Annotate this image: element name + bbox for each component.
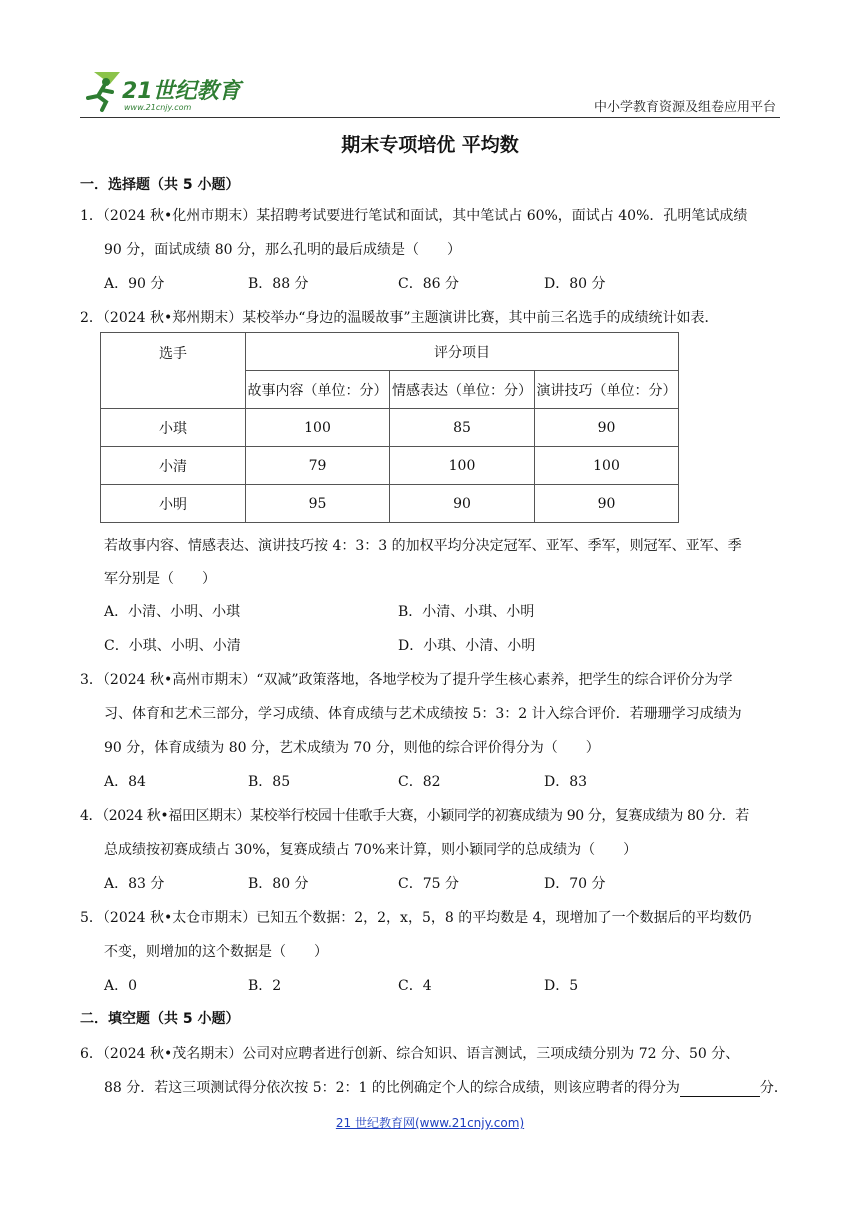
q6-line1: 6．（2024 秋•茂名期末）公司对应聘者进行创新、综合知识、语言测试，三项成绩分别为 72 分、50 分、 <box>80 1046 740 1062</box>
q1-line1: 1．（2024 秋•化州市期末）某招聘考试要进行笔试和面试，其中笔试占 60%，面试占 40%．孔明笔试成绩 <box>80 208 748 224</box>
q4-option-a: A．83 分 <box>104 876 165 892</box>
header-scoring-items: 评分项目 <box>246 333 679 371</box>
q5-option-c: C．4 <box>398 978 432 994</box>
table-row <box>101 447 679 485</box>
table-row <box>101 485 679 523</box>
q6-line2-text: 88 分．若这三项测试得分依次按 5：2：1 的比例确定个人的综合成绩，则该应聘者的得分为 <box>104 1080 680 1096</box>
section-heading-choice: 一．选择题（共 5 小题） <box>80 177 240 193</box>
q5-option-b: B．2 <box>248 978 282 994</box>
q2-option-b: B．小清、小琪、小明 <box>398 604 535 620</box>
score-cell: 90 <box>535 409 679 447</box>
svg-text:21世纪教育: 21世纪教育 <box>122 79 241 104</box>
q3-option-d: D．83 <box>544 774 588 790</box>
site-logo <box>80 68 250 114</box>
score-cell: 100 <box>246 409 390 447</box>
platform-name: 中小学教育资源及组卷应用平台 <box>593 100 776 115</box>
q1-option-c: C．86 分 <box>398 276 459 292</box>
player-name: 小清 <box>101 447 246 485</box>
footer-link[interactable]: 21 世纪教育网(www.21cnjy.com) <box>335 1116 525 1130</box>
runner-logo-icon <box>80 68 250 114</box>
q3-option-c: C．82 <box>398 774 441 790</box>
score-table <box>100 332 679 523</box>
svg-text:www.21cnjy.com: www.21cnjy.com <box>124 103 192 112</box>
header-story-content: 故事内容（单位：分） <box>246 371 390 409</box>
q6-line2 <box>104 1077 788 1097</box>
q6-line2-unit: 分． <box>759 1080 788 1096</box>
q5-line2: 不变，则增加的这个数据是（ ） <box>104 944 328 960</box>
q2-line1: 2．（2024 秋•郑州期末）某校举办“身边的温暖故事”主题演讲比赛，其中前三名选手的成绩统计如表． <box>80 310 719 326</box>
q1-option-a: A．90 分 <box>104 276 165 292</box>
answer-blank[interactable] <box>680 1082 760 1097</box>
q4-option-d: D．70 分 <box>544 876 606 892</box>
q2-line2: 若故事内容、情感表达、演讲技巧按 4：3：3 的加权平均分决定冠军、亚军、季军，则冠军、亚军、季 <box>104 538 742 554</box>
score-cell: 95 <box>246 485 390 523</box>
q4-line2: 总成绩按初赛成绩占 30%，复赛成绩占 70%来计算，则小颖同学的总成绩为（ ） <box>104 842 638 858</box>
page-title: 期末专项培优 平均数 <box>341 134 519 156</box>
section-heading-fill: 二．填空题（共 5 小题） <box>80 1011 240 1027</box>
header-player: 选手 <box>101 333 246 409</box>
q5-line1: 5．（2024 秋•太仓市期末）已知五个数据：2，2，x，5，8 的平均数是 4，现增加了一个数据后的平均数仍 <box>80 910 752 926</box>
q3-line1: 3．（2024 秋•高州市期末）“双减”政策落地，各地学校为了提升学生核心素养，把学生的综合评价分为学 <box>80 672 733 688</box>
header-emotion: 情感表达（单位：分） <box>390 371 535 409</box>
q3-line2: 习、体育和艺术三部分，学习成绩、体育成绩与艺术成绩按 5：3：2 计入综合评价．若珊珊学习成绩为 <box>104 706 742 722</box>
q3-line3: 90 分，体育成绩为 80 分，艺术成绩为 70 分，则他的综合评价得分为（ ） <box>104 740 600 756</box>
q4-option-c: C．75 分 <box>398 876 459 892</box>
score-cell: 100 <box>535 447 679 485</box>
score-cell: 79 <box>246 447 390 485</box>
table-row <box>101 409 679 447</box>
q2-option-c: C．小琪、小明、小清 <box>104 638 241 654</box>
q2-option-a: A．小清、小明、小琪 <box>104 604 241 620</box>
q3-option-b: B．85 <box>248 774 291 790</box>
q2-line3: 军分别是（ ） <box>104 571 216 587</box>
player-name: 小明 <box>101 485 246 523</box>
q1-option-b: B．88 分 <box>248 276 309 292</box>
score-cell: 100 <box>390 447 535 485</box>
q2-option-d: D．小琪、小清、小明 <box>398 638 536 654</box>
q5-option-d: D．5 <box>544 978 579 994</box>
score-cell: 90 <box>535 485 679 523</box>
q4-line1: 4．（2024 秋•福田区期末）某校举行校园十佳歌手大赛，小颖同学的初赛成绩为 90 分，复赛成绩为 80 分．若 <box>80 808 749 824</box>
player-name: 小琪 <box>101 409 246 447</box>
header-divider <box>80 117 780 118</box>
header-speech-skill: 演讲技巧（单位：分） <box>535 371 679 409</box>
q4-option-b: B．80 分 <box>248 876 309 892</box>
q1-line2: 90 分，面试成绩 80 分，那么孔明的最后成绩是（ ） <box>104 242 461 258</box>
score-cell: 90 <box>390 485 535 523</box>
footer <box>0 1114 860 1131</box>
q5-option-a: A．0 <box>104 978 138 994</box>
score-cell: 85 <box>390 409 535 447</box>
q1-option-d: D．80 分 <box>544 276 606 292</box>
q3-option-a: A．84 <box>104 774 146 790</box>
